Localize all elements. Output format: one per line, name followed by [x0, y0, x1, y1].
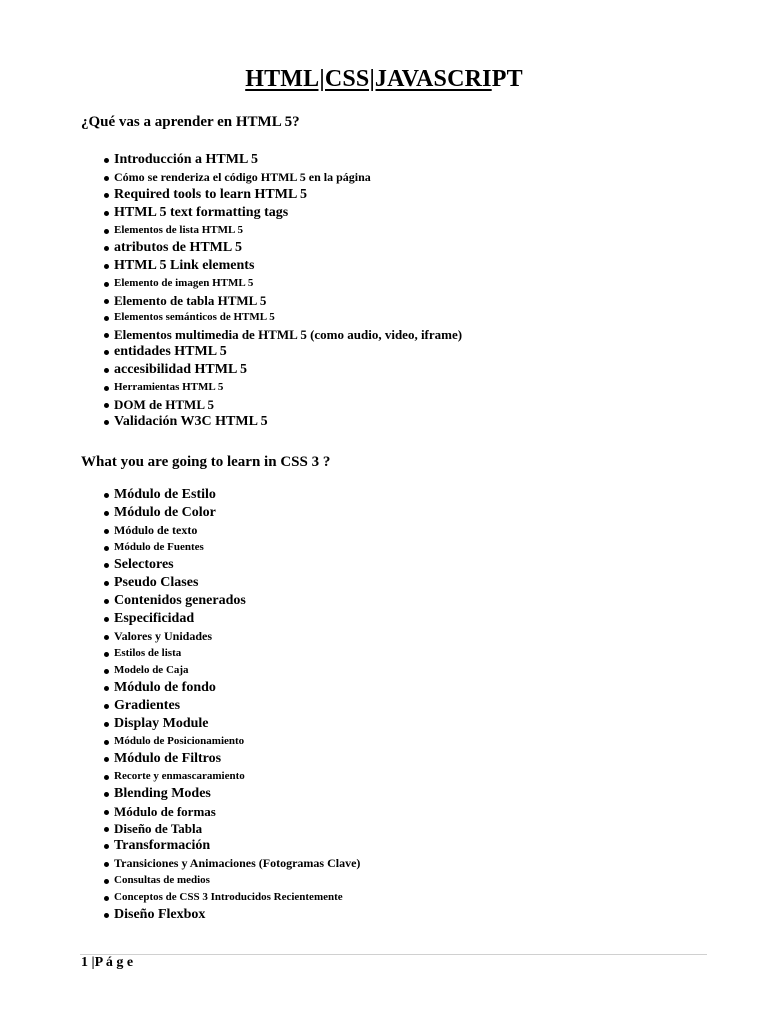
- list-item: Gradientes: [104, 697, 360, 715]
- title-rest: PT: [491, 66, 523, 92]
- list-item: Módulo de Color: [104, 504, 360, 522]
- list-item: Elemento de imagen HTML 5: [104, 275, 462, 292]
- list-item: DOM de HTML 5: [104, 396, 462, 413]
- title-underlined: HTML|CSS|JAVASCRI: [245, 66, 492, 92]
- list-item: Introducción a HTML 5: [104, 151, 462, 169]
- list-item: Elementos semánticos de HTML 5: [104, 309, 462, 326]
- list-item: Consultas de medios: [104, 872, 360, 889]
- html-section-heading: ¿Qué vas a aprender en HTML 5?: [81, 114, 300, 130]
- footer-divider: [80, 954, 707, 955]
- list-item: atributos de HTML 5: [104, 239, 462, 257]
- list-item: Contenidos generados: [104, 592, 360, 610]
- list-item: Herramientas HTML 5: [104, 379, 462, 396]
- list-item: Módulo de Fuentes: [104, 539, 360, 556]
- html-topic-list: [104, 151, 462, 431]
- css-section-heading: What you are going to learn in CSS 3 ?: [81, 454, 331, 470]
- list-item: Transiciones y Animaciones (Fotogramas Clave): [104, 855, 360, 872]
- list-item: Módulo de formas: [104, 803, 360, 820]
- list-item: Pseudo Clases: [104, 574, 360, 592]
- list-item: Estilos de lista: [104, 645, 360, 662]
- list-item: Blending Modes: [104, 785, 360, 803]
- list-item: Diseño Flexbox: [104, 906, 360, 924]
- list-item: Transformación: [104, 837, 360, 855]
- list-item: Display Module: [104, 715, 360, 733]
- list-item: Módulo de Filtros: [104, 750, 360, 768]
- list-item: Elementos de lista HTML 5: [104, 222, 462, 239]
- list-item: Módulo de fondo: [104, 679, 360, 697]
- list-item: HTML 5 text formatting tags: [104, 204, 462, 222]
- css-topic-list: [104, 486, 360, 924]
- list-item: Cómo se renderiza el código HTML 5 en la página: [104, 169, 462, 186]
- page-number: 1 |P á g e: [81, 955, 134, 970]
- list-item: HTML 5 Link elements: [104, 257, 462, 275]
- page-title: [0, 66, 768, 93]
- list-item: Selectores: [104, 556, 360, 574]
- list-item: Valores y Unidades: [104, 628, 360, 645]
- list-item: Validación W3C HTML 5: [104, 413, 462, 431]
- list-item: Módulo de Posicionamiento: [104, 733, 360, 750]
- list-item: Módulo de texto: [104, 522, 360, 539]
- list-item: accesibilidad HTML 5: [104, 361, 462, 379]
- list-item: Especificidad: [104, 610, 360, 628]
- list-item: entidades HTML 5: [104, 343, 462, 361]
- list-item: Módulo de Estilo: [104, 486, 360, 504]
- list-item: Required tools to learn HTML 5: [104, 186, 462, 204]
- list-item: Recorte y enmascaramiento: [104, 768, 360, 785]
- list-item: Diseño de Tabla: [104, 820, 360, 837]
- list-item: Elemento de tabla HTML 5: [104, 292, 462, 309]
- list-item: Conceptos de CSS 3 Introducidos Recientemente: [104, 889, 360, 906]
- list-item: Elementos multimedia de HTML 5 (como audio, video, iframe): [104, 326, 462, 343]
- list-item: Modelo de Caja: [104, 662, 360, 679]
